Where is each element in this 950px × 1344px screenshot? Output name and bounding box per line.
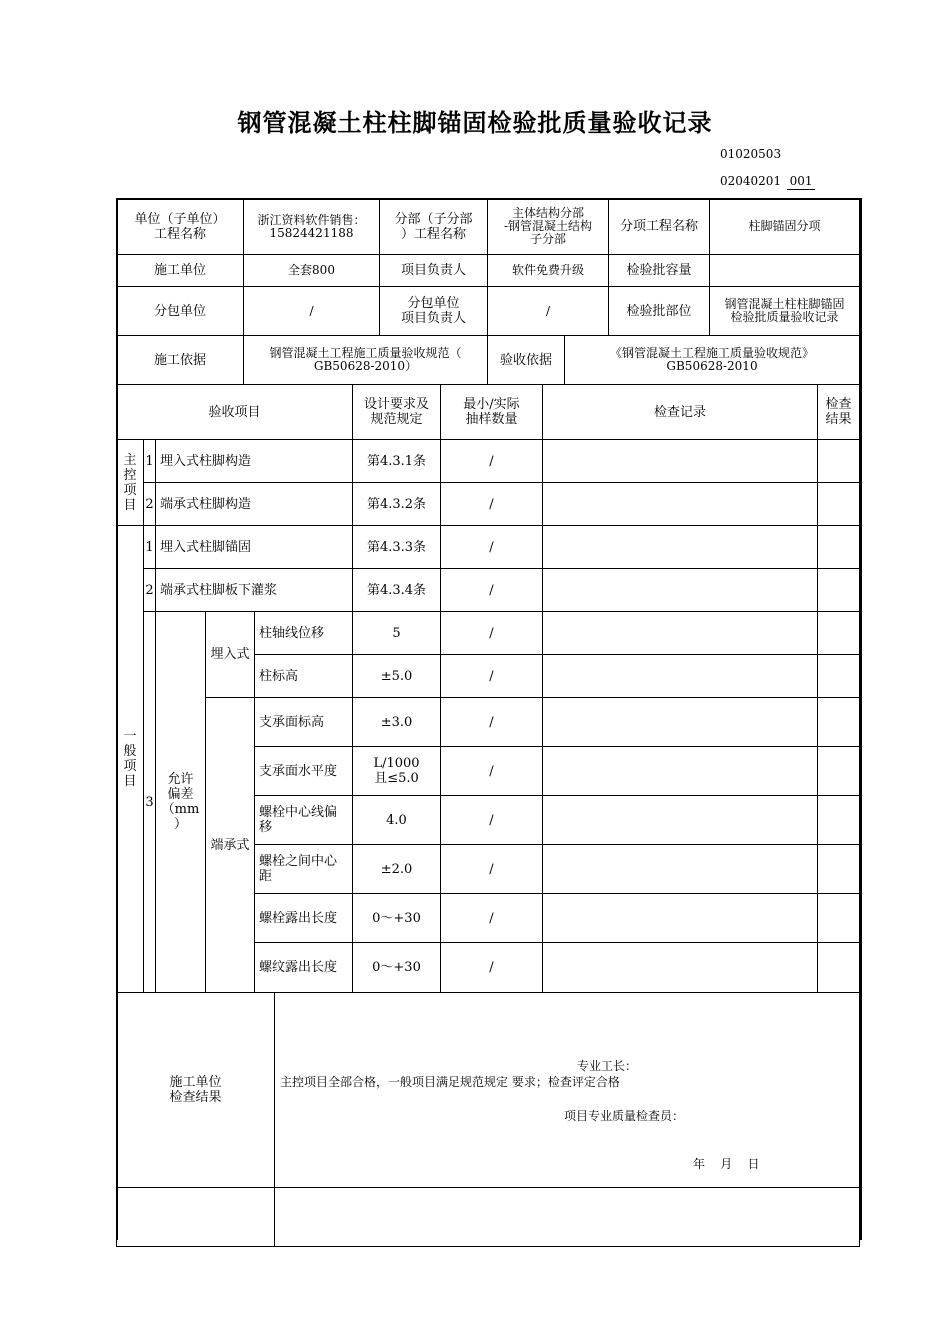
bearing-row-5-name: 螺栓露出长度 (254, 893, 353, 943)
supervisor-result-cell (274, 1187, 860, 1247)
construction-basis-value: 钢管混凝土工程施工质量验收规范（ GB50628-2010） (243, 335, 488, 385)
embedded-row-2-result (817, 654, 860, 698)
general-row-1-no: 1 (143, 525, 156, 569)
general-row-2-sample: / (440, 568, 543, 612)
date-label: 年 月 日 (693, 1157, 760, 1171)
subitem-name-label: 分项工程名称 (608, 198, 710, 255)
subcontractor-pm-value: / (487, 286, 609, 336)
subcontractor-pm-label: 分包单位 项目负责人 (379, 286, 488, 336)
division-name-value: 主体结构分部 -钢管混凝土结构 子分部 (487, 198, 609, 255)
bearing-row-5-sample: / (440, 893, 543, 943)
col-inspection-result: 检查 结果 (817, 384, 860, 440)
bearing-row-2-sample: / (440, 746, 543, 796)
project-manager-value: 软件免费升级 (487, 254, 609, 287)
subitem-name-value: 柱脚锚固分项 (709, 198, 860, 255)
bearing-type-label: 端承式 (205, 697, 255, 993)
general-items-label: 一 般 项 目 (116, 525, 144, 993)
bearing-row-1-req: ±3.0 (352, 697, 441, 747)
general-row-2-req: 第4.3.4条 (352, 568, 441, 612)
main-row-2-record (542, 482, 818, 526)
main-row-1-sample: / (440, 439, 543, 483)
general-row-2-name: 端承式柱脚板下灌浆 (155, 568, 353, 612)
batch-capacity-label: 检验批容量 (608, 254, 710, 287)
general-row-2-no: 2 (143, 568, 156, 612)
embedded-row-1-record (542, 611, 818, 655)
embedded-row-2-name: 柱标高 (254, 654, 353, 698)
bearing-row-3-record (542, 795, 818, 845)
project-manager-label: 项目负责人 (379, 254, 488, 287)
form-code: 01020503 (720, 147, 782, 161)
embedded-row-1-req: 5 (352, 611, 441, 655)
bearing-row-6-result (817, 942, 860, 993)
embedded-type-label: 埋入式 (205, 611, 255, 698)
bearing-row-3-sample: / (440, 795, 543, 845)
col-inspection-record: 检查记录 (542, 384, 818, 440)
main-row-1-name: 埋入式柱脚构造 (155, 439, 353, 483)
page-title: 钢管混凝土柱柱脚锚固检验批质量验收记录 (237, 108, 713, 137)
bearing-row-2-req: L/1000 且≤5.0 (352, 746, 441, 796)
bearing-row-4-result (817, 844, 860, 894)
bearing-row-5-record (542, 893, 818, 943)
allowable-deviation-label: 允许 偏差 （mm ） (155, 611, 206, 993)
main-control-label: 主 控 项 目 (116, 439, 144, 526)
foreman-label: 专业工长： (577, 1059, 638, 1073)
bearing-row-6-sample: / (440, 942, 543, 993)
acceptance-basis-label: 验收依据 (487, 335, 565, 385)
general-row-1-req: 第4.3.3条 (352, 525, 441, 569)
general-row-2-record (542, 568, 818, 612)
contractor-check-label: 施工单位 检查结果 (116, 992, 275, 1188)
subcontractor-value: / (243, 286, 380, 336)
general-row-1-record (542, 525, 818, 569)
bearing-row-4-sample: / (440, 844, 543, 894)
col-sample-quantity: 最小/实际 抽样数量 (440, 384, 543, 440)
bearing-row-1-sample: / (440, 697, 543, 747)
col-acceptance-item: 验收项目 (116, 384, 353, 440)
batch-capacity-value (709, 254, 860, 287)
bearing-row-1-record (542, 697, 818, 747)
general-row-1-sample: / (440, 525, 543, 569)
bearing-row-6-req: 0～+30 (352, 942, 441, 993)
batch-location-label: 检验批部位 (608, 286, 710, 336)
bearing-row-1-name: 支承面标高 (254, 697, 353, 747)
bearing-row-3-name: 螺栓中心线偏 移 (254, 795, 353, 845)
embedded-row-2-record (542, 654, 818, 698)
bearing-row-5-req: 0～+30 (352, 893, 441, 943)
bearing-row-2-result (817, 746, 860, 796)
main-row-2-sample: / (440, 482, 543, 526)
acceptance-basis-value: 《钢管混凝土工程施工质量验收规范》 GB50628-2010 (564, 335, 860, 385)
embedded-row-2-sample: / (440, 654, 543, 698)
bearing-row-5-result (817, 893, 860, 943)
subcontractor-label: 分包单位 (116, 286, 244, 336)
bearing-row-4-name: 螺栓之间中心 距 (254, 844, 353, 894)
main-row-1-no: 1 (143, 439, 156, 483)
serial-number: 001 (787, 174, 815, 190)
construction-basis-label: 施工依据 (116, 335, 244, 385)
check-conclusion: 主控项目全部合格，一般项目满足规范规定 要求；检查评定合格 (280, 1075, 620, 1089)
main-row-1-record (542, 439, 818, 483)
bearing-row-1-result (817, 697, 860, 747)
general-row-1-name: 埋入式柱脚锚固 (155, 525, 353, 569)
col-design-requirement: 设计要求及 规范规定 (352, 384, 441, 440)
main-row-2-name: 端承式柱脚构造 (155, 482, 353, 526)
main-row-2-req: 第4.3.2条 (352, 482, 441, 526)
unit-name-value: 浙江资料软件销售： 15824421188 (243, 198, 380, 255)
general-row-1-result (817, 525, 860, 569)
main-row-1-req: 第4.3.1条 (352, 439, 441, 483)
main-row-2-result (817, 482, 860, 526)
bearing-row-4-record (542, 844, 818, 894)
embedded-row-1-sample: / (440, 611, 543, 655)
unit-name-label: 单位（子单位） 工程名称 (116, 198, 244, 255)
contractor-label: 施工单位 (116, 254, 244, 287)
bearing-row-2-record (542, 746, 818, 796)
batch-location-value: 钢管混凝土柱柱脚锚固 检验批质量验收记录 (709, 286, 860, 336)
general-row-3-no: 3 (143, 611, 156, 993)
division-name-label: 分部（子分部 ）工程名称 (379, 198, 488, 255)
bearing-row-6-name: 螺纹露出长度 (254, 942, 353, 993)
bearing-row-6-record (542, 942, 818, 993)
inspector-label: 项目专业质量检查员： (564, 1109, 685, 1123)
inspection-table (117, 199, 861, 1239)
contractor-value: 全套800 (243, 254, 380, 287)
batch-code (720, 174, 815, 190)
bearing-row-2-name: 支承面水平度 (254, 746, 353, 796)
general-row-2-result (817, 568, 860, 612)
embedded-row-1-name: 柱轴线位移 (254, 611, 353, 655)
bearing-row-4-req: ±2.0 (352, 844, 441, 894)
batch-code-number: 02040201 (720, 174, 782, 188)
embedded-row-1-result (817, 611, 860, 655)
supervisor-label-cell (116, 1187, 275, 1247)
embedded-row-2-req: ±5.0 (352, 654, 441, 698)
bearing-row-3-req: 4.0 (352, 795, 441, 845)
contractor-check-box (274, 992, 860, 1188)
main-row-2-no: 2 (143, 482, 156, 526)
bearing-row-3-result (817, 795, 860, 845)
main-row-1-result (817, 439, 860, 483)
